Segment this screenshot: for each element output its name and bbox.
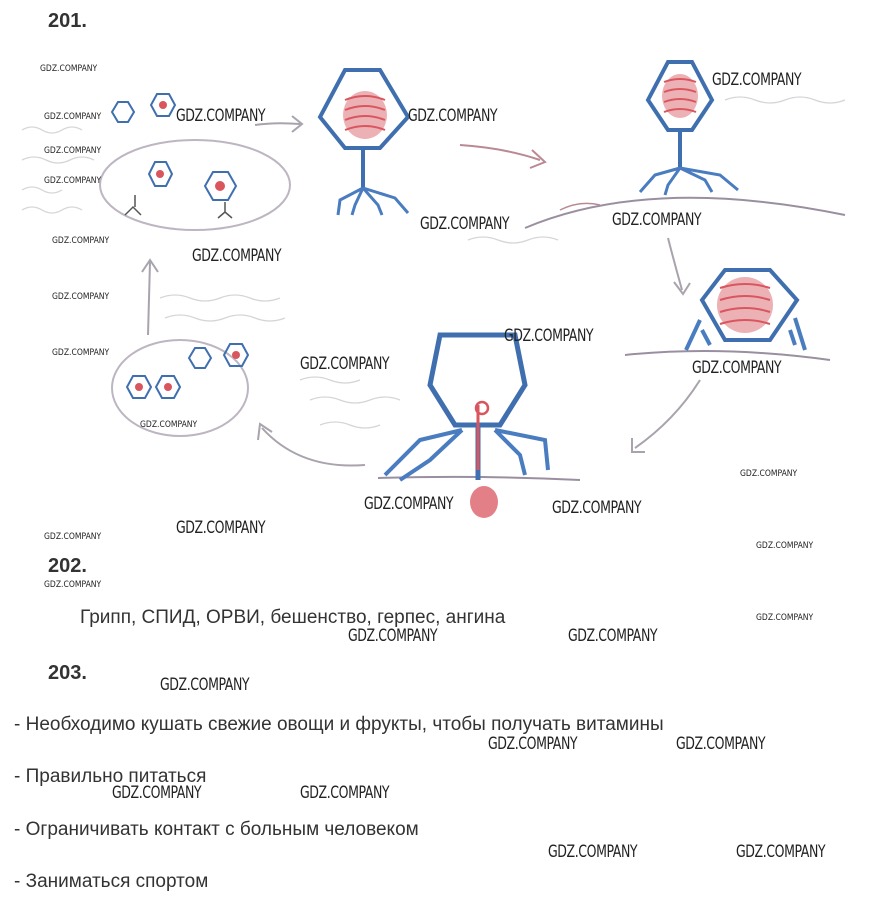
- watermark-small: GDZ.COMPANY: [40, 64, 98, 74]
- task-203-number: 203.: [48, 662, 87, 684]
- watermark-small: GDZ.COMPANY: [740, 469, 798, 479]
- watermark-small: GDZ.COMPANY: [52, 292, 110, 302]
- pencil-label-exit: [22, 127, 94, 213]
- task-202-number: 202.: [48, 555, 87, 577]
- watermark: GDZ.COMPANY: [408, 106, 498, 126]
- watermark-small: GDZ.COMPANY: [140, 420, 198, 430]
- watermark-small: GDZ.COMPANY: [44, 532, 102, 542]
- pencil-label-formation: [160, 295, 285, 321]
- watermark-small: GDZ.COMPANY: [44, 580, 102, 590]
- watermark: GDZ.COMPANY: [192, 246, 282, 266]
- watermark: GDZ.COMPANY: [300, 354, 390, 374]
- free-phage: [320, 70, 408, 215]
- watermark-small: GDZ.COMPANY: [44, 176, 102, 186]
- watermark: GDZ.COMPANY: [552, 498, 642, 518]
- task-203-item: - Ограничивать контакт с больным человеком: [14, 819, 419, 840]
- watermark: GDZ.COMPANY: [348, 626, 438, 646]
- watermark: GDZ.COMPANY: [692, 358, 782, 378]
- watermark-small: GDZ.COMPANY: [52, 348, 110, 358]
- task-201-number: 201.: [48, 10, 87, 32]
- watermark-small: GDZ.COMPANY: [44, 112, 102, 122]
- watermark: GDZ.COMPANY: [736, 842, 826, 862]
- watermark-small: GDZ.COMPANY: [52, 236, 110, 246]
- watermark-small: GDZ.COMPANY: [44, 146, 102, 156]
- watermark: GDZ.COMPANY: [676, 734, 766, 754]
- watermark: GDZ.COMPANY: [176, 518, 266, 538]
- phage-injection: [625, 270, 830, 360]
- task-202-answer: Грипп, СПИД, ОРВИ, бешенство, герпес, ангина: [80, 607, 506, 628]
- watermark: GDZ.COMPANY: [712, 70, 802, 90]
- watermark: GDZ.COMPANY: [420, 214, 510, 234]
- watermark: GDZ.COMPANY: [504, 326, 594, 346]
- watermark: GDZ.COMPANY: [112, 783, 202, 803]
- pencil-label-attach: [468, 237, 558, 243]
- watermark-small: GDZ.COMPANY: [756, 541, 814, 551]
- watermark: GDZ.COMPANY: [160, 675, 250, 695]
- watermark: GDZ.COMPANY: [300, 783, 390, 803]
- watermark: GDZ.COMPANY: [548, 842, 638, 862]
- task-203-item: - Необходимо кушать свежие овощи и фрукты, чтобы получать витамины: [14, 714, 664, 735]
- watermark: GDZ.COMPANY: [488, 734, 578, 754]
- task-203-item: - Правильно питаться: [14, 766, 207, 787]
- watermark: GDZ.COMPANY: [612, 210, 702, 230]
- watermark: GDZ.COMPANY: [568, 626, 658, 646]
- watermark-small: GDZ.COMPANY: [756, 613, 814, 623]
- task-203-item: - Заниматься спортом: [14, 871, 209, 892]
- watermark: GDZ.COMPANY: [364, 494, 454, 514]
- watermark: GDZ.COMPANY: [176, 106, 266, 126]
